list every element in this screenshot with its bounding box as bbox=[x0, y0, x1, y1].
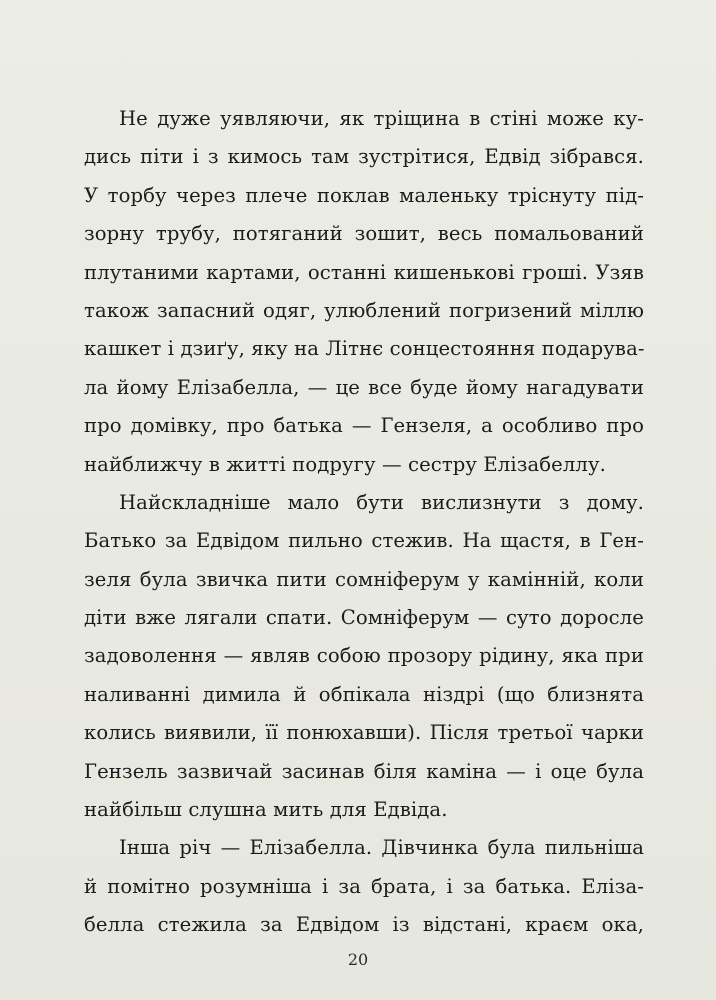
text-line: Інша річ — Елізабелла. Дівчинка була пильніша bbox=[119, 836, 644, 860]
text-line: й помітно розумніша і за брата, і за батька. Еліза- bbox=[84, 874, 644, 898]
text-line: кашкет і дзиґу, яку на Літнє сонцестояння подарува- bbox=[84, 337, 645, 361]
text-line: плутаними картами, останні кишенькові гроші. Узяв bbox=[84, 260, 644, 284]
text-line: У торбу через плече поклав маленьку тріснуту під- bbox=[84, 183, 644, 207]
text-line: зеля була звичка пити сомніферум у камінній, коли bbox=[84, 567, 644, 591]
paragraph-1 bbox=[84, 100, 644, 484]
text-line: наливанні димила й обпікала ніздрі (що близнята bbox=[84, 682, 644, 706]
text-line: дись піти і з кимось там зустрітися, Едвід зібрався. bbox=[84, 145, 644, 169]
text-line: Батько за Едвідом пильно стежив. На щастя, в Ген- bbox=[84, 529, 644, 553]
text-line: про домівку, про батька — Гензеля, а особливо про bbox=[84, 414, 644, 438]
text-line: Не дуже уявляючи, як тріщина в стіні може ку- bbox=[119, 107, 644, 130]
text-line: також запасний одяг, улюблений погризений міллю bbox=[84, 298, 644, 322]
text-line: колись виявили, її понюхавши). Після третьої чарки bbox=[84, 721, 644, 745]
paragraph-3 bbox=[84, 829, 644, 944]
text-line: ла йому Елізабелла, — це все буде йому нагадувати bbox=[84, 375, 644, 399]
text-line: Гензель зазвичай засинав біля каміна — і оце була bbox=[84, 759, 644, 783]
body-text bbox=[84, 100, 644, 945]
text-line: найближчу в житті подругу — сестру Елізабеллу. bbox=[84, 452, 606, 476]
text-line: задоволення — являв собою прозору рідину, яка при bbox=[84, 644, 644, 668]
text-line: белла стежила за Едвідом із відстані, краєм ока, bbox=[84, 913, 644, 937]
paragraph-2 bbox=[84, 484, 644, 830]
text-line: діти вже лягали спати. Сомніферум — суто доросле bbox=[84, 606, 644, 630]
text-line: Найскладніше мало бути вислизнути з дому. bbox=[119, 490, 644, 514]
text-line: зорну трубу, потяганий зошит, весь помальований bbox=[84, 222, 644, 246]
text-line: найбільш слушна мить для Едвіда. bbox=[84, 798, 448, 822]
page-number: 20 bbox=[347, 950, 369, 969]
